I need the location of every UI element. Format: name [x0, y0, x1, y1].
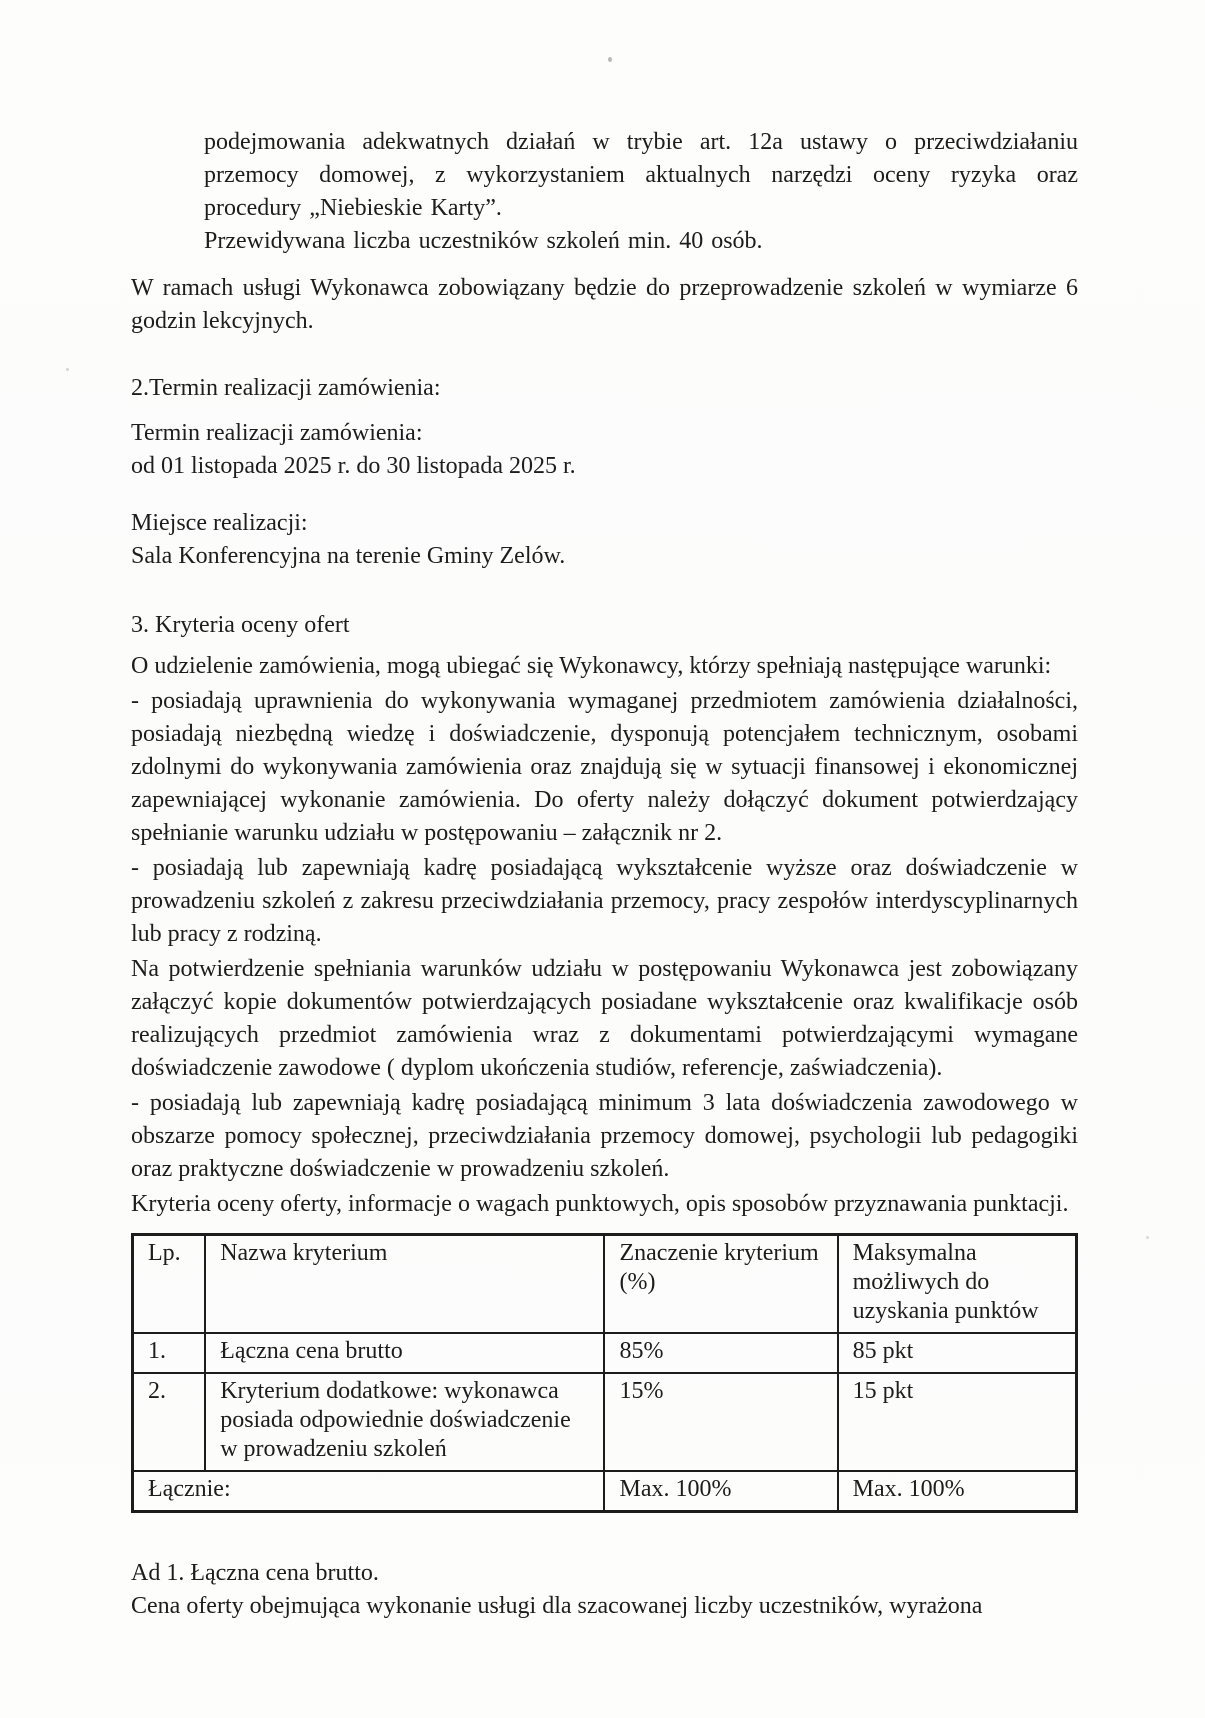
header-cell-points: Maksymalna możliwych do uzyskania punktów: [838, 1235, 1077, 1334]
table-footer-row: [133, 1471, 1077, 1512]
place-block: [131, 507, 1078, 573]
term-label: Termin realizacji zamówienia:: [131, 420, 423, 446]
place-value: Sala Konferencyjna na terenie Gminy Zelów.: [131, 543, 566, 569]
criteria-table: [131, 1233, 1078, 1513]
section3-heading: 3. Kryteria oceny ofert: [131, 612, 350, 638]
condition-item-1: - posiadają uprawnienia do wykonywania wymaganej przedmiotem zamówienia działalności, posiadają niezbędną wiedzę i doświadczenie, dysponują potencjałem technicznym, osobami zdolnymi do wykonywania zamówienia oraz znajdują się w sytuacji finansowej i ekonomicznej zapewniającej wykonanie zamówienia. Do oferty należy dołączyć dokument potwierdzający spełnianie warunku udziału w postępowaniu – załącznik nr 2.: [131, 688, 1078, 846]
cell-lp: 1.: [133, 1333, 206, 1373]
scan-speck: [608, 57, 612, 62]
term-value: od 01 listopada 2025 r. do 30 listopada 2025 r.: [131, 453, 576, 479]
footer-cell-points: Max. 100%: [838, 1471, 1077, 1512]
section2-heading: 2.Termin realizacji zamówienia:: [131, 375, 441, 401]
cell-points: 85 pkt: [838, 1333, 1077, 1373]
header-cell-lp: Lp.: [133, 1235, 206, 1334]
scope-paragraph: W ramach usługi Wykonawca zobowiązany będzie do przeprowadzenie szkoleń w wymiarze 6 godzin lekcyjnych.: [131, 275, 1078, 334]
header-cell-name: Nazwa kryterium: [205, 1235, 604, 1334]
header-cell-weight: Znaczenie kryterium (%): [604, 1235, 837, 1334]
participants-line: Przewidywana liczba uczestników szkoleń min. 40 osób.: [204, 228, 763, 254]
cell-weight: 85%: [604, 1333, 837, 1373]
confirmation-paragraph: Na potwierdzenie spełniania warunków udziału w postępowaniu Wykonawca jest zobowiązany załączyć kopie dokumentów potwierdzających posiadane wykształcenie oraz kwalifikacje osób realizujących przedmiot zamówienia wraz z dokumentami potwierdzającymi wymagane doświadczenie zawodowe ( dyplom ukończenia studiów, referencje, zaświadczenia).: [131, 956, 1078, 1081]
cell-name: Kryterium dodatkowe: wykonawca posiada odpowiednie doświadczenie w prowadzeniu szkoleń: [205, 1373, 604, 1471]
intro-paragraph: podejmowania adekwatnych działań w trybie art. 12a ustawy o przeciwdziałaniu przemocy domowej, z wykorzystaniem aktualnych narzędzi oceny ryzyka oraz procedury „Niebieskie Karty”.: [204, 129, 1078, 221]
cell-weight: 15%: [604, 1373, 837, 1471]
table-header-row: [133, 1235, 1077, 1334]
footer-cell-weight: Max. 100%: [604, 1471, 837, 1512]
cell-name: Łączna cena brutto: [205, 1333, 604, 1373]
scan-speck: [1146, 1236, 1149, 1239]
criteria-summary-paragraph: Kryteria oceny oferty, informacje o wagach punktowych, opis sposobów przyznawania punktacji.: [131, 1191, 1069, 1217]
intro-indented-block: [131, 126, 1078, 258]
conditions-intro: O udzielenie zamówienia, mogą ubiegać się Wykonawcy, którzy spełniają następujące warunki:: [131, 653, 1052, 679]
term-block: [131, 417, 1078, 483]
ad1-heading: Ad 1. Łączna cena brutto.: [131, 1560, 379, 1586]
ad1-paragraph: Cena oferty obejmująca wykonanie usługi dla szacowanej liczby uczestników, wyrażona: [131, 1593, 983, 1619]
table-row: [133, 1333, 1077, 1373]
place-label: Miejsce realizacji:: [131, 510, 308, 536]
table-row: [133, 1373, 1077, 1471]
footer-cell-label: Łącznie:: [133, 1471, 605, 1512]
condition-item-2: - posiadają lub zapewniają kadrę posiadającą wykształcenie wyższe oraz doświadczenie w prowadzeniu szkoleń z zakresu przeciwdziałania przemocy, pracy zespołów interdyscyplinarnych lub pracy z rodziną.: [131, 855, 1078, 947]
condition-item-3: - posiadają lub zapewniają kadrę posiadającą minimum 3 lata doświadczenia zawodowego w obszarze pomocy społecznej, przeciwdziałania przemocy domowej, psychologii lub pedagogiki oraz praktyczne doświadczenie w prowadzeniu szkoleń.: [131, 1090, 1078, 1182]
cell-lp: 2.: [133, 1373, 206, 1471]
scan-speck: [66, 368, 69, 371]
cell-points: 15 pkt: [838, 1373, 1077, 1471]
